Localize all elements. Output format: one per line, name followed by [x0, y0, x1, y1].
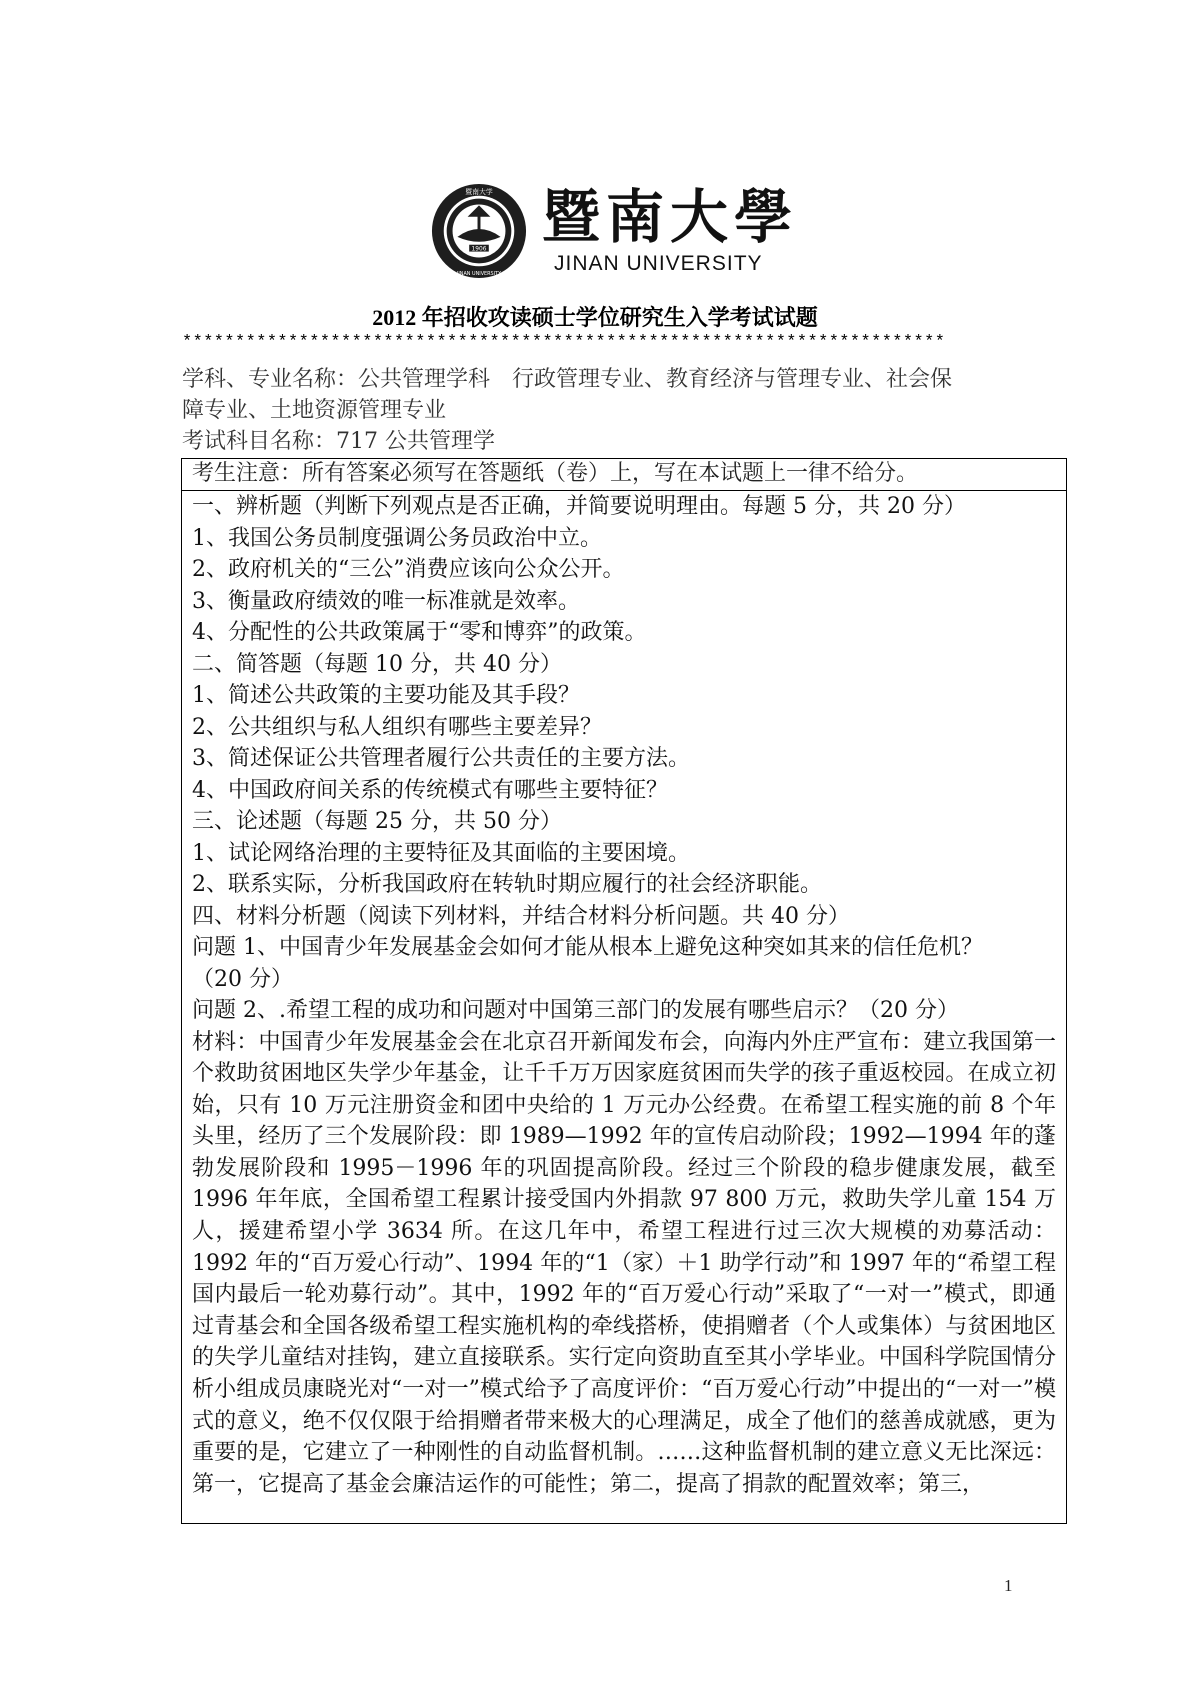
question-1-1: 1、我国公务员制度强调公务员政治中立。	[192, 525, 602, 551]
question-4-1-line-2: （20 分）	[192, 966, 293, 992]
separator-line: ************************************************************************	[182, 333, 946, 352]
exam-title: 2012 年招收攻读硕士学位研究生入学考试试题	[372, 305, 818, 330]
subject-line-2: 障专业、土地资源管理专业	[182, 398, 447, 423]
university-header	[0, 182, 1190, 282]
section-2-heading: 二、简答题（每题 10 分，共 40 分）	[192, 651, 562, 677]
material-paragraph	[192, 1027, 1056, 1501]
section-3-heading: 三、论述题（每题 25 分，共 50 分）	[192, 809, 562, 834]
question-2-3: 3、简述保证公共管理者履行公共责任的主要方法。	[192, 746, 690, 771]
seal-text-bottom: JINAN UNIVERSITY	[456, 271, 502, 278]
candidate-notice: 考生注意：所有答案必须写在答题纸（卷）上，写在本试题上一律不给分。	[182, 459, 1066, 491]
question-4-2: 问题 2、.希望工程的成功和问题对中国第三部门的发展有哪些启示？（20 分）	[192, 998, 959, 1023]
seal-year: 1906	[471, 246, 487, 253]
question-2-4: 4、中国政府间关系的传统模式有哪些主要特征？	[192, 777, 668, 803]
question-3-2: 2、联系实际，分析我国政府在转轨时期应履行的社会经济职能。	[192, 872, 822, 897]
material-text: 中国青少年发展基金会在北京召开新闻发布会，向海内外庄严宣布：建立我国第一个救助贫困地区失学少年基金，让千千万万因家庭贫困而失学的孩子重返校园。在成立初始，只有 10 万元注册资金和团中央给的 1 万元办公经费。在希望工程实施的前 8 个年头里，经历了三个发展阶段：即 1989—1992 年的宣传启动阶段；1992—1994 年的蓬勃发展阶段和 1995－1996 年的巩固提高阶段。经过三个阶段的稳步健康发展，截至 1996 年年底，全国希望工程累计接受国内外捐款 97 800 万元，救助失学儿童 154 万人，援建希望小学 3634 所。在这几年中，希望工程进行过三次大规模的劝募活动：1992 年的“百万爱心行动”、1994 年的“1（家）＋1 助学行动”和 1997 年的“希望工程国内最后一轮劝募行动”。其中，1992 年的“百万爱心行动”采取了“一对一”模式，即通过青基会和全国各级希望工程实施机构的牵线搭桥，使捐赠者（个人或集体）与贫困地区的失学儿童结对挂钩，建立直接联系。实行定向资助直至其小学毕业。中国科学院国情分析小组成员康晓光对“一对一”模式给予了高度评价：“百万爱心行动”中提出的“一对一”模式的意义，绝不仅仅限于给捐赠者带来极大的心理满足，成全了他们的慈善成就感，更为重要的是，它建立了一种刚性的自动监督机制。……这种监督机制的建立意义无比深远：第一，它提高了基金会廉洁运作的可能性；第二，提高了捐款的配置效率；第三，	[192, 1029, 1056, 1497]
university-name-en: JINAN UNIVERSITY	[554, 252, 763, 275]
university-seal-logo	[430, 182, 528, 280]
section-4-heading: 四、材料分析题（阅读下列材料，并结合材料分析问题。共 40 分）	[192, 903, 850, 929]
material-label: 材料：	[192, 1029, 259, 1055]
question-3-1: 1、试论网络治理的主要特征及其面临的主要困境。	[192, 840, 690, 866]
course-name: 考试科目名称：717 公共管理学	[182, 429, 495, 454]
section-1-heading: 一、辨析题（判断下列观点是否正确，并简要说明理由。每题 5 分，共 20 分）	[192, 494, 966, 519]
question-content	[182, 491, 1066, 1500]
university-name-cn: 暨南大學	[542, 183, 799, 251]
subject-line-1: 学科、专业名称：公共管理学科 行政管理专业、教育经济与管理专业、社会保	[182, 367, 953, 392]
page-number: 1	[1004, 1576, 1013, 1595]
question-2-2: 2、公共组织与私人组织有哪些主要差异？	[192, 714, 602, 740]
exam-meta	[182, 364, 1022, 457]
seal-text-top: 暨南大学	[465, 187, 493, 196]
question-box	[181, 458, 1067, 1524]
question-4-1-line-1: 问题 1、中国青少年发展基金会如何才能从根本上避免这种突如其来的信任危机？	[192, 935, 983, 960]
question-2-1: 1、简述公共政策的主要功能及其手段？	[192, 683, 580, 708]
question-1-2: 2、政府机关的“三公”消费应该向公众公开。	[192, 557, 625, 582]
question-1-4: 4、分配性的公共政策属于“零和博弈”的政策。	[192, 620, 647, 645]
question-1-3: 3、衡量政府绩效的唯一标准就是效率。	[192, 588, 580, 614]
